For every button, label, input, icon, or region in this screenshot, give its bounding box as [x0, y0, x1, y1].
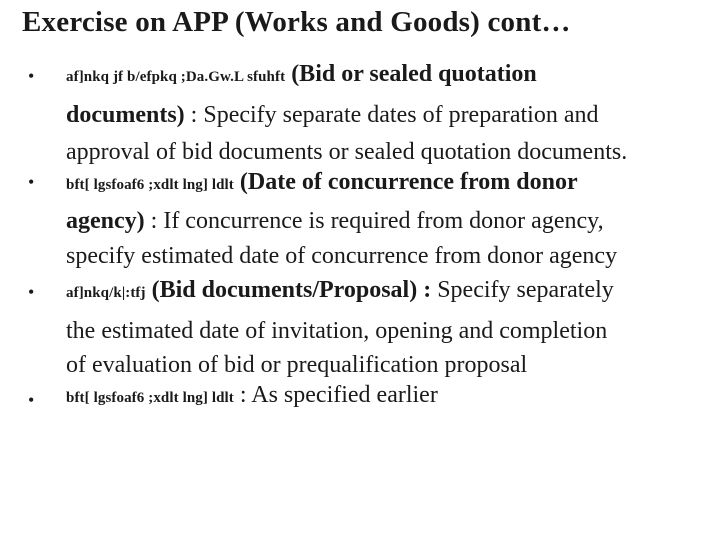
bullet-1-line-1: [66, 60, 537, 91]
bullet-2-heading: (Date of concurrence from donor: [239, 169, 578, 195]
bullet-1-desc-cont: approval of bid documents or sealed quotation documents.: [66, 139, 628, 165]
bullet-3-line-2: [66, 317, 607, 345]
bullet-3-line-1: [66, 276, 614, 307]
bullet-4-line-1: [66, 381, 438, 412]
bullet-3-desc: Specify separately: [431, 277, 614, 303]
bullet-1-line-3: [66, 138, 627, 166]
bullet-dot: •: [28, 172, 35, 192]
bullet-3-heading: (Bid documents/Proposal) :: [151, 277, 432, 303]
slide-title: Exercise on APP (Works and Goods) cont…: [22, 6, 571, 38]
bullet-dot: •: [28, 66, 35, 86]
bullet-dot: •: [28, 282, 35, 302]
bullet-3-desc-cont: the estimated date of invitation, opening and completion: [66, 318, 608, 344]
bullet-3-desc-cont-2: of evaluation of bid or prequalification proposal: [66, 352, 528, 378]
bullet-1-heading: (Bid or sealed quotation: [291, 61, 537, 87]
encoded-nepali-text: af]nkq/k|:tfj: [66, 285, 146, 301]
encoded-nepali-text: af]nkq jf b/efpkq ;Da.Gw.L sfuhft: [66, 69, 286, 85]
bullet-1-heading-cont: documents): [66, 102, 185, 128]
bullet-dot: •: [28, 390, 35, 410]
bullet-1-line-2: [66, 101, 599, 129]
bullet-1-desc: : Specify separate dates of preparation and: [184, 102, 599, 128]
bullet-2-desc-cont: specify estimated date of concurrence from donor agency: [66, 243, 618, 269]
bullet-2-desc: : If concurrence is required from donor agency,: [144, 208, 604, 234]
bullet-3-line-3: [66, 351, 527, 379]
bullet-2-line-2: [66, 207, 604, 235]
bullet-2-line-1: [66, 168, 578, 199]
encoded-nepali-text: bft[ lgsfoaf6 ;xdlt lng] ldlt: [66, 390, 234, 406]
encoded-nepali-text: bft[ lgsfoaf6 ;xdlt lng] ldlt: [66, 177, 234, 193]
bullet-2-heading-cont: agency): [66, 208, 145, 234]
bullet-4-desc: : As specified earlier: [233, 382, 438, 408]
bullet-2-line-3: [66, 242, 617, 270]
